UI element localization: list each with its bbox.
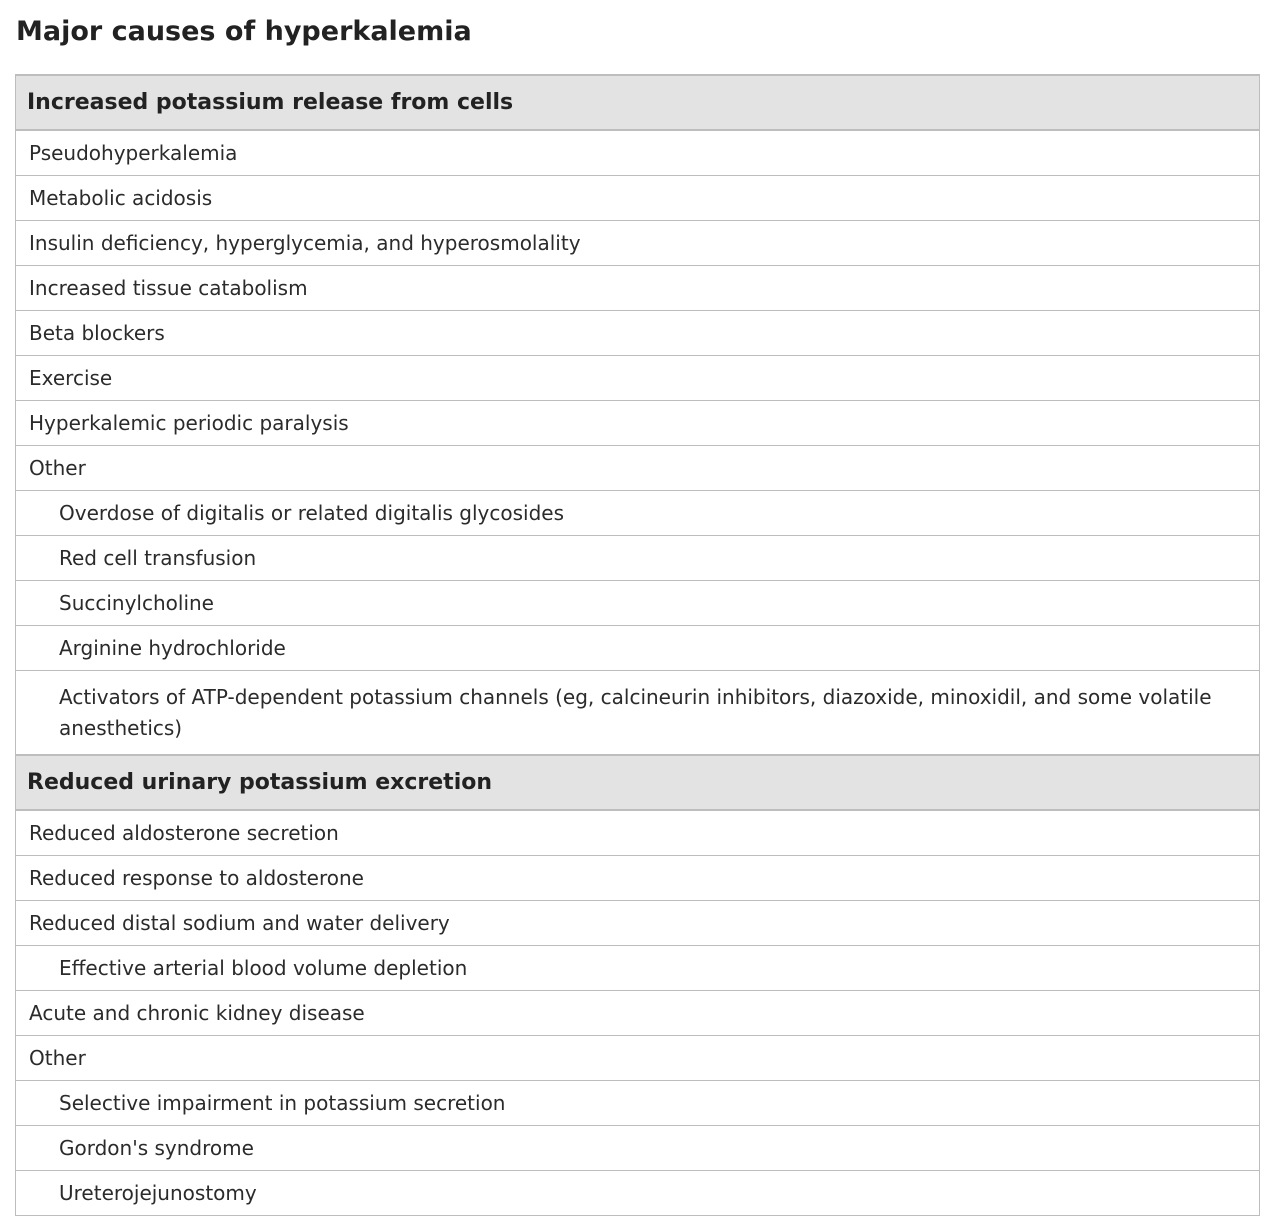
table-row [16, 266, 1260, 311]
table-row [16, 1036, 1260, 1081]
cause-text: Metabolic acidosis [16, 176, 1260, 221]
table-row-subitem [16, 671, 1260, 756]
table-row [16, 901, 1260, 946]
table-row-subitem [16, 1126, 1260, 1171]
table-row-subitem [16, 581, 1260, 626]
cause-text: Overdose of digitalis or related digitalis glycosides [16, 491, 1260, 536]
cause-text: Activators of ATP-dependent potassium channels (eg, calcineurin inhibitors, diazoxide, minoxidil, and some volatile anesthetics) [16, 671, 1260, 756]
cause-text: Pseudohyperkalemia [16, 130, 1260, 176]
cause-text: Red cell transfusion [16, 536, 1260, 581]
causes-table [15, 74, 1260, 1216]
cause-text: Ureterojejunostomy [16, 1171, 1260, 1216]
cause-text: Selective impairment in potassium secretion [16, 1081, 1260, 1126]
table-row [16, 856, 1260, 901]
section-header-row [16, 75, 1260, 130]
cause-text: Insulin deficiency, hyperglycemia, and hyperosmolality [16, 221, 1260, 266]
cause-text: Beta blockers [16, 311, 1260, 356]
cause-text: Increased tissue catabolism [16, 266, 1260, 311]
table-row [16, 221, 1260, 266]
cause-text: Effective arterial blood volume depletion [16, 946, 1260, 991]
cause-text: Other [16, 446, 1260, 491]
cause-text: Reduced response to aldosterone [16, 856, 1260, 901]
table-row-subitem [16, 1171, 1260, 1216]
table-row [16, 991, 1260, 1036]
table-row [16, 311, 1260, 356]
cause-text: Exercise [16, 356, 1260, 401]
table-row [16, 356, 1260, 401]
cause-text: Arginine hydrochloride [16, 626, 1260, 671]
cause-text: Succinylcholine [16, 581, 1260, 626]
cause-text: Reduced distal sodium and water delivery [16, 901, 1260, 946]
table-row [16, 130, 1260, 176]
table-row-subitem [16, 946, 1260, 991]
cause-text: Hyperkalemic periodic paralysis [16, 401, 1260, 446]
table-row [16, 446, 1260, 491]
table-row-subitem [16, 626, 1260, 671]
table-row-subitem [16, 491, 1260, 536]
table-row-subitem [16, 536, 1260, 581]
section-heading: Reduced urinary potassium excretion [16, 755, 1260, 810]
cause-text: Gordon's syndrome [16, 1126, 1260, 1171]
causes-table-body [16, 75, 1260, 1216]
table-row [16, 401, 1260, 446]
cause-text: Reduced aldosterone secretion [16, 810, 1260, 856]
section-header-row [16, 755, 1260, 810]
page-title: Major causes of hyperkalemia [16, 16, 472, 47]
cause-text: Acute and chronic kidney disease [16, 991, 1260, 1036]
table-row [16, 176, 1260, 221]
section-heading: Increased potassium release from cells [16, 75, 1260, 130]
cause-text: Other [16, 1036, 1260, 1081]
table-row [16, 810, 1260, 856]
table-row-subitem [16, 1081, 1260, 1126]
